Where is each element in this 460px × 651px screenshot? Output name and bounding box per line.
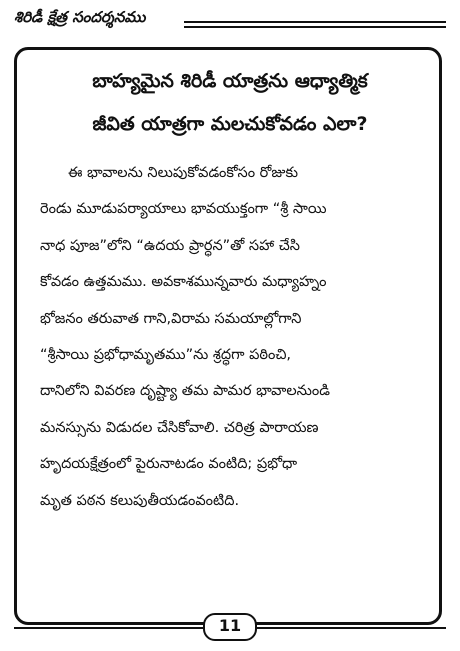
paragraph-line: దానిలోని వివరణ దృష్ట్యా తమ పామర భావాలనుండి xyxy=(40,383,330,400)
paragraph-line: ఈ భావాలను నిలుపుకోవడంకోసం రోజుకు xyxy=(68,165,299,181)
heading-line: బాహ్యమైన శిరిడీ యాత్రను ఆధ్యాత్మిక xyxy=(92,70,368,92)
paragraph-line: రెండు మూడుపర్యాయాలు భావయుక్తంగా “శ్రీ సాయి xyxy=(40,201,327,218)
running-head xyxy=(14,6,446,34)
header-rule xyxy=(184,26,446,28)
header-rule xyxy=(184,21,446,23)
paragraph-line: “శ్రీసాయి ప్రభోధామృతము”ను శ్రద్ధగా పఠించి, xyxy=(40,347,292,364)
paragraph-line: కోవడం ఉత్తమము. అవకాశమున్నవారు మధ్యాహ్నం xyxy=(40,274,327,291)
running-head-title: శిరిడీ క్షేత్ర సందర్శనము xyxy=(14,8,151,30)
paragraph-line: మనస్సును విడుదల చేసికోవాలి. చరిత్ర పారాయణ xyxy=(40,419,319,436)
paragraph-line: భోజనం తరువాత గాని,విరామ సమయాల్లోగాని xyxy=(40,310,302,327)
paragraph-line: హృదయక్షేత్రంలో పైరునాటడం వంటిది; ప్రభోధా xyxy=(40,456,298,473)
heading-line: జీవిత యాత్రగా మలచుకోవడం ఎలా? xyxy=(92,113,368,135)
section-heading xyxy=(24,60,436,146)
paragraph-line: మృత పఠన కలుపుతీయడంవంటిది. xyxy=(40,492,240,509)
paragraph-line: నాధ పూజ”లోని “ఉదయ ప్రార్ధన”తో సహా చేసి xyxy=(40,237,300,254)
body-paragraph xyxy=(40,155,428,519)
page-number: 11 xyxy=(203,613,257,641)
